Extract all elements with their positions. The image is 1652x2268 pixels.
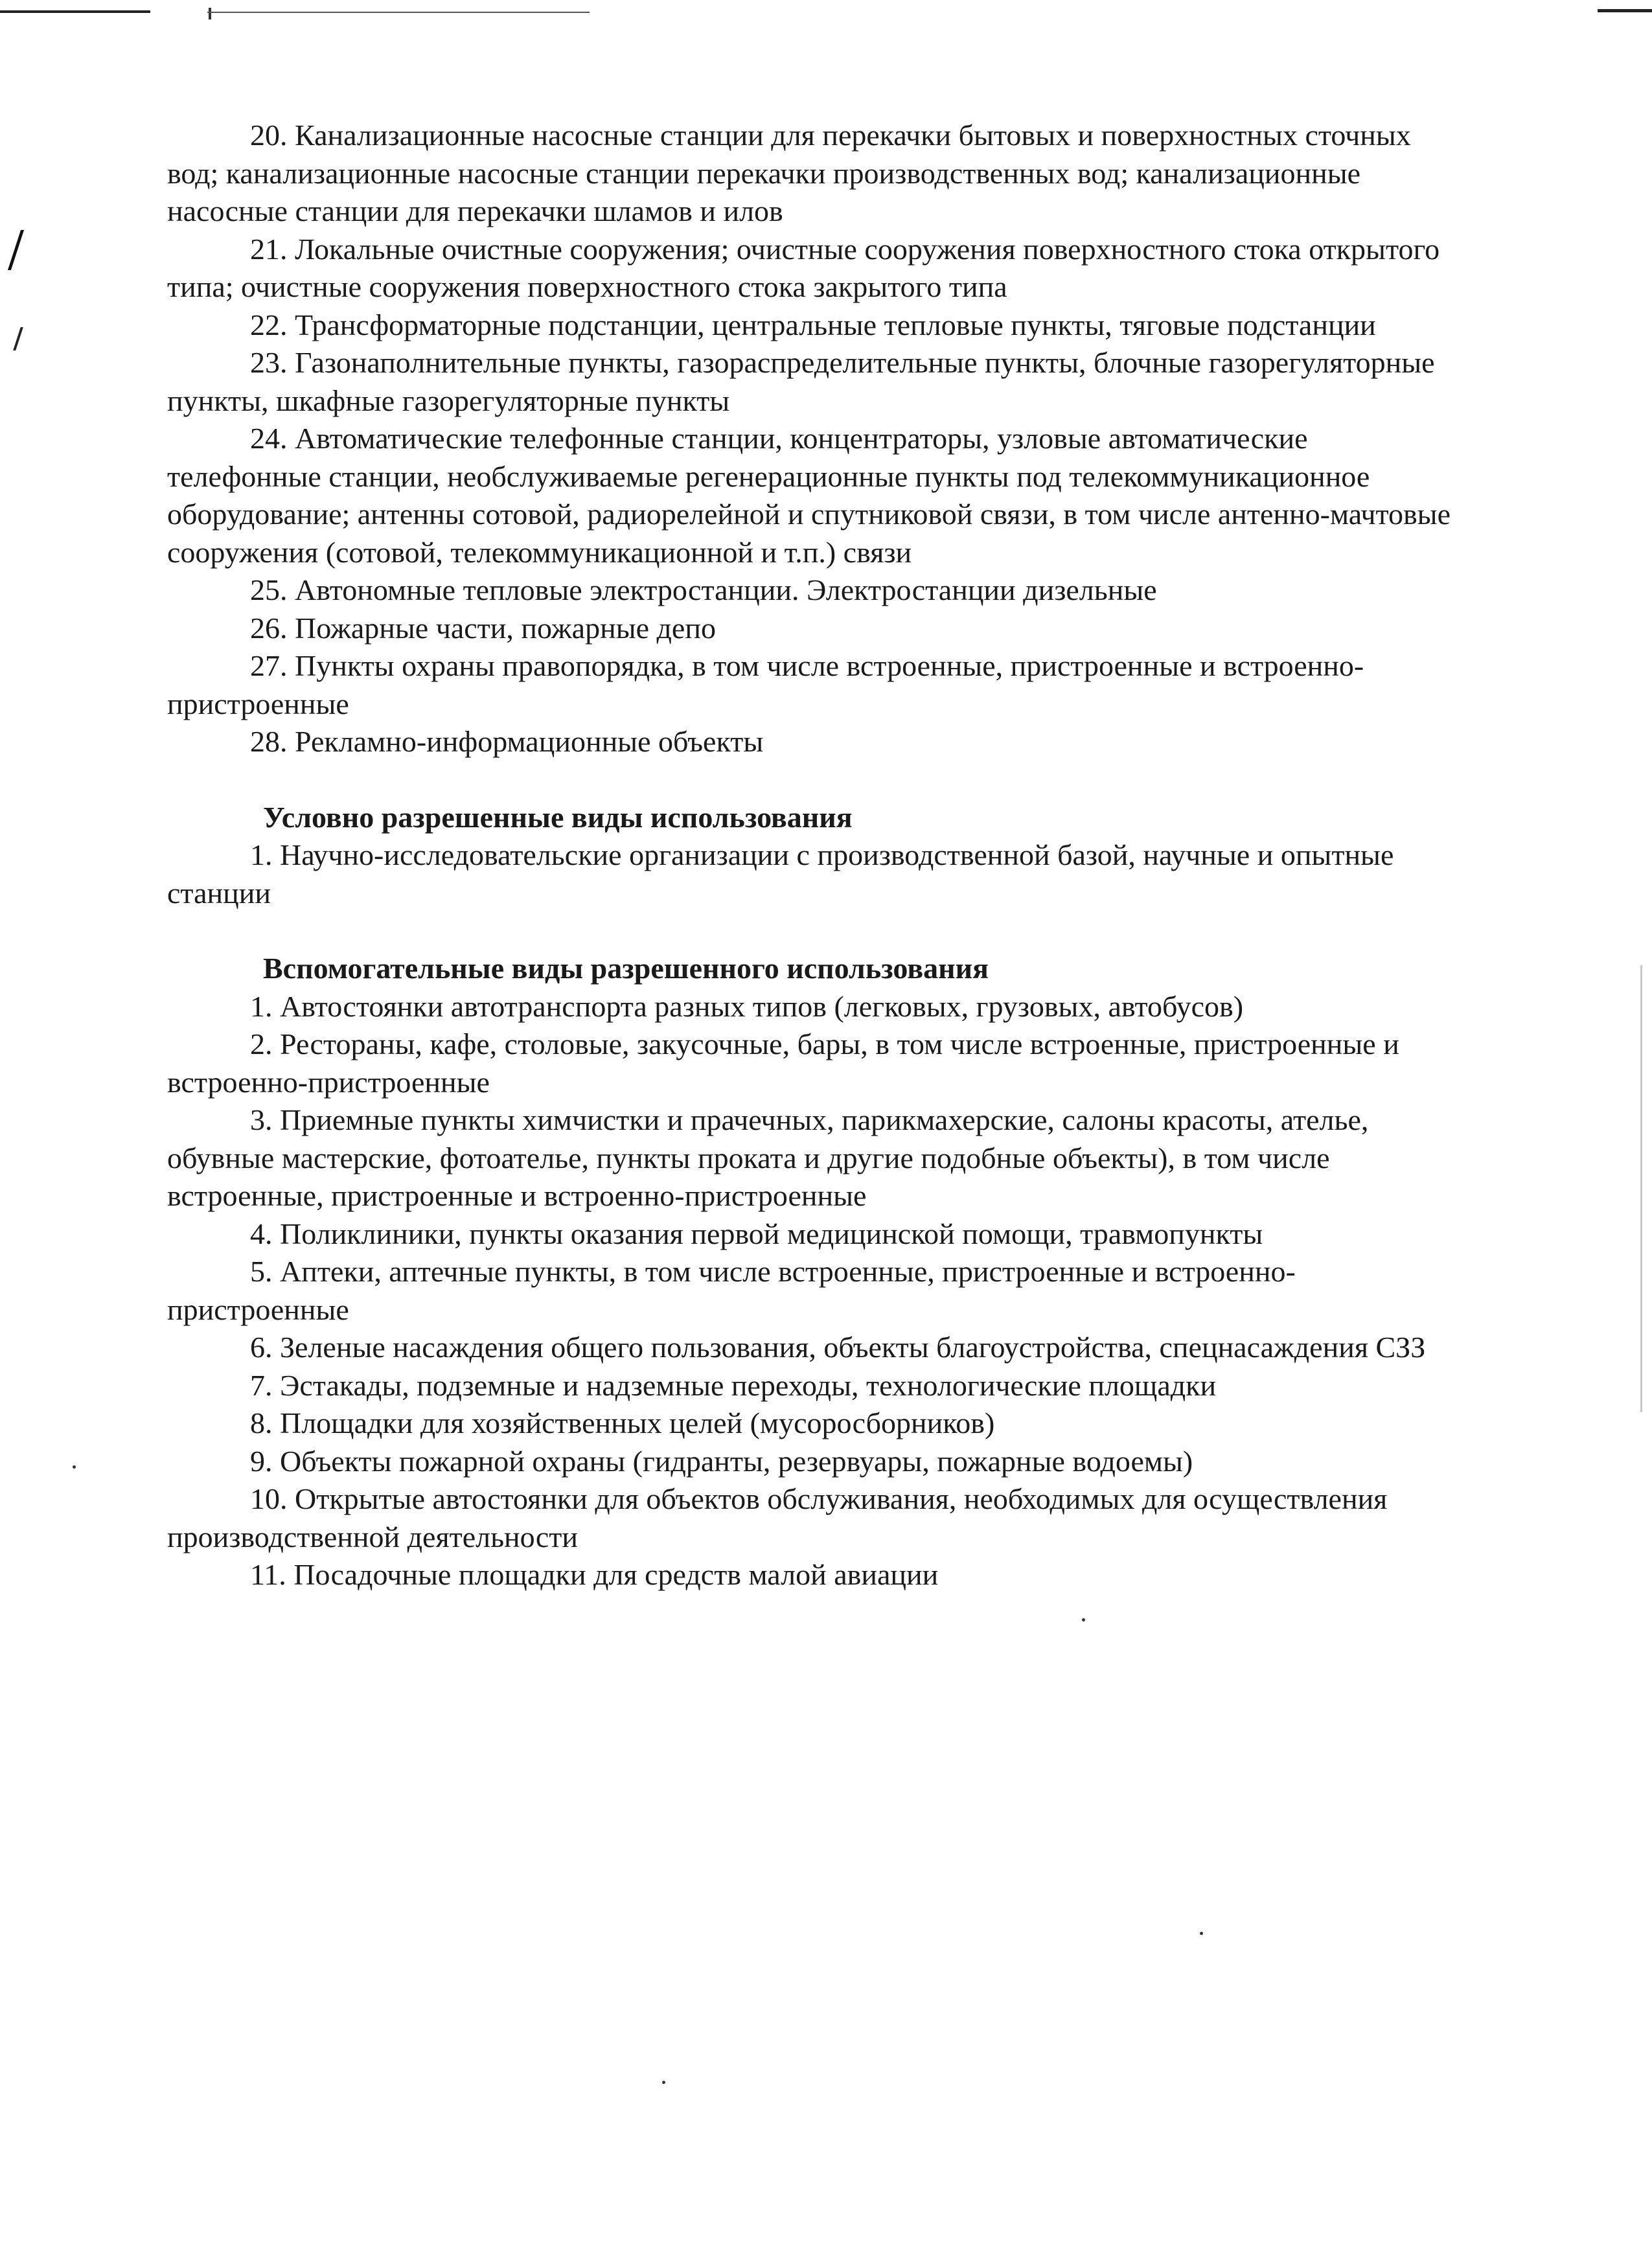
scan-edge-line	[1598, 9, 1652, 12]
list-item: 1. Автостоянки автотранспорта разных типов (легковых, грузовых, автобусов)	[250, 989, 1244, 1023]
scan-speck	[1082, 1618, 1085, 1621]
scan-speck	[73, 1465, 76, 1469]
list-item: 28. Рекламно-информационные объекты	[250, 725, 764, 758]
list-item: 25. Автономные тепловые электростанции. Электростанции дизельные	[250, 573, 1157, 606]
top-list	[167, 117, 1463, 761]
section-heading: Условно разрешенные виды использования	[263, 800, 853, 834]
margin-pen-mark	[13, 327, 23, 350]
list-item: 22. Трансформаторные подстанции, центральные тепловые пункты, тяговые подстанции	[250, 308, 1376, 341]
list-item: 5. Аптеки, аптечные пункты, в том числе встроенные, пристроенные и встроенно-пристроенные	[167, 1255, 1296, 1326]
scan-speck	[662, 2081, 665, 2084]
list-item: 8. Площадки для хозяйственных целей (мусоросборников)	[250, 1406, 995, 1439]
list-item: 9. Объекты пожарной охраны (гидранты, резервуары, пожарные водоемы)	[250, 1444, 1193, 1478]
list-item: 4. Поликлиники, пункты оказания первой медицинской помощи, травмопункты	[250, 1217, 1263, 1250]
list-item: 10. Открытые автостоянки для объектов обслуживания, необходимых для осуществления производственной деятельности	[167, 1482, 1388, 1553]
list-item: 23. Газонаполнительные пункты, газораспределительные пункты, блочные газорегуляторные пункты, шкафные газорегуляторные пункты	[167, 346, 1435, 417]
list-item: 2. Рестораны, кафе, столовые, закусочные, бары, в том числе встроенные, пристроенные и встроенно-пристроенные	[167, 1027, 1399, 1099]
auxiliary-uses-section	[167, 950, 1463, 1594]
list-item: 7. Эстакады, подземные и надземные переходы, технологические площадки	[250, 1368, 1217, 1402]
scan-edge-line	[1640, 965, 1642, 1412]
list-item: 6. Зеленые насаждения общего пользования, объекты благоустройства, спецнасаждения СЗЗ	[250, 1331, 1426, 1364]
scan-edge-line	[207, 12, 590, 13]
list-item: 27. Пункты охраны правопорядка, в том числе встроенные, пристроенные и встроенно-пристроенные	[167, 649, 1364, 720]
list-item: 3. Приемные пункты химчистки и прачечных, парикмахерские, салоны красоты, ателье, обувные мастерские, фотоателье, пункты проката и другие подобные объекты), в том числе встроенные, пристроенные и встроенно-пристроенные	[167, 1103, 1369, 1212]
section-heading: Вспомогательные виды разрешенного использования	[263, 952, 989, 985]
conditional-uses-section	[167, 799, 1463, 913]
list-item: 24. Автоматические телефонные станции, концентраторы, узловые автоматические телефонные станции, необслуживаемые регенерационные пункты под телекоммуникационное оборудование; антенны сотовой, радиорелейной и спутниковой связи, в том числе антенно-мачтовые сооружения (сотовой, телекоммуникационной и т.п.) связи	[167, 422, 1451, 569]
margin-pen-mark	[8, 230, 24, 270]
scan-speck	[1200, 1932, 1203, 1935]
list-item: 20. Канализационные насосные станции для перекачки бытовых и поверхностных сточных вод; канализационные насосные станции перекачки производственных вод; канализационные насосные станции для перекачки шламов и илов	[167, 119, 1411, 227]
list-item: 11. Посадочные площадки для средств малой авиации	[250, 1558, 939, 1591]
scan-edge-tick	[209, 8, 211, 19]
list-item: 26. Пожарные части, пожарные депо	[250, 611, 716, 645]
list-item: 1. Научно-исследовательские организации с производственной базой, научные и опытные станции	[167, 838, 1394, 910]
list-item: 21. Локальные очистные сооружения; очистные сооружения поверхностного стока открытого типа; очистные сооружения поверхностного стока закрытого типа	[167, 232, 1440, 303]
document-body	[167, 117, 1463, 1594]
scan-edge-line	[0, 10, 150, 13]
